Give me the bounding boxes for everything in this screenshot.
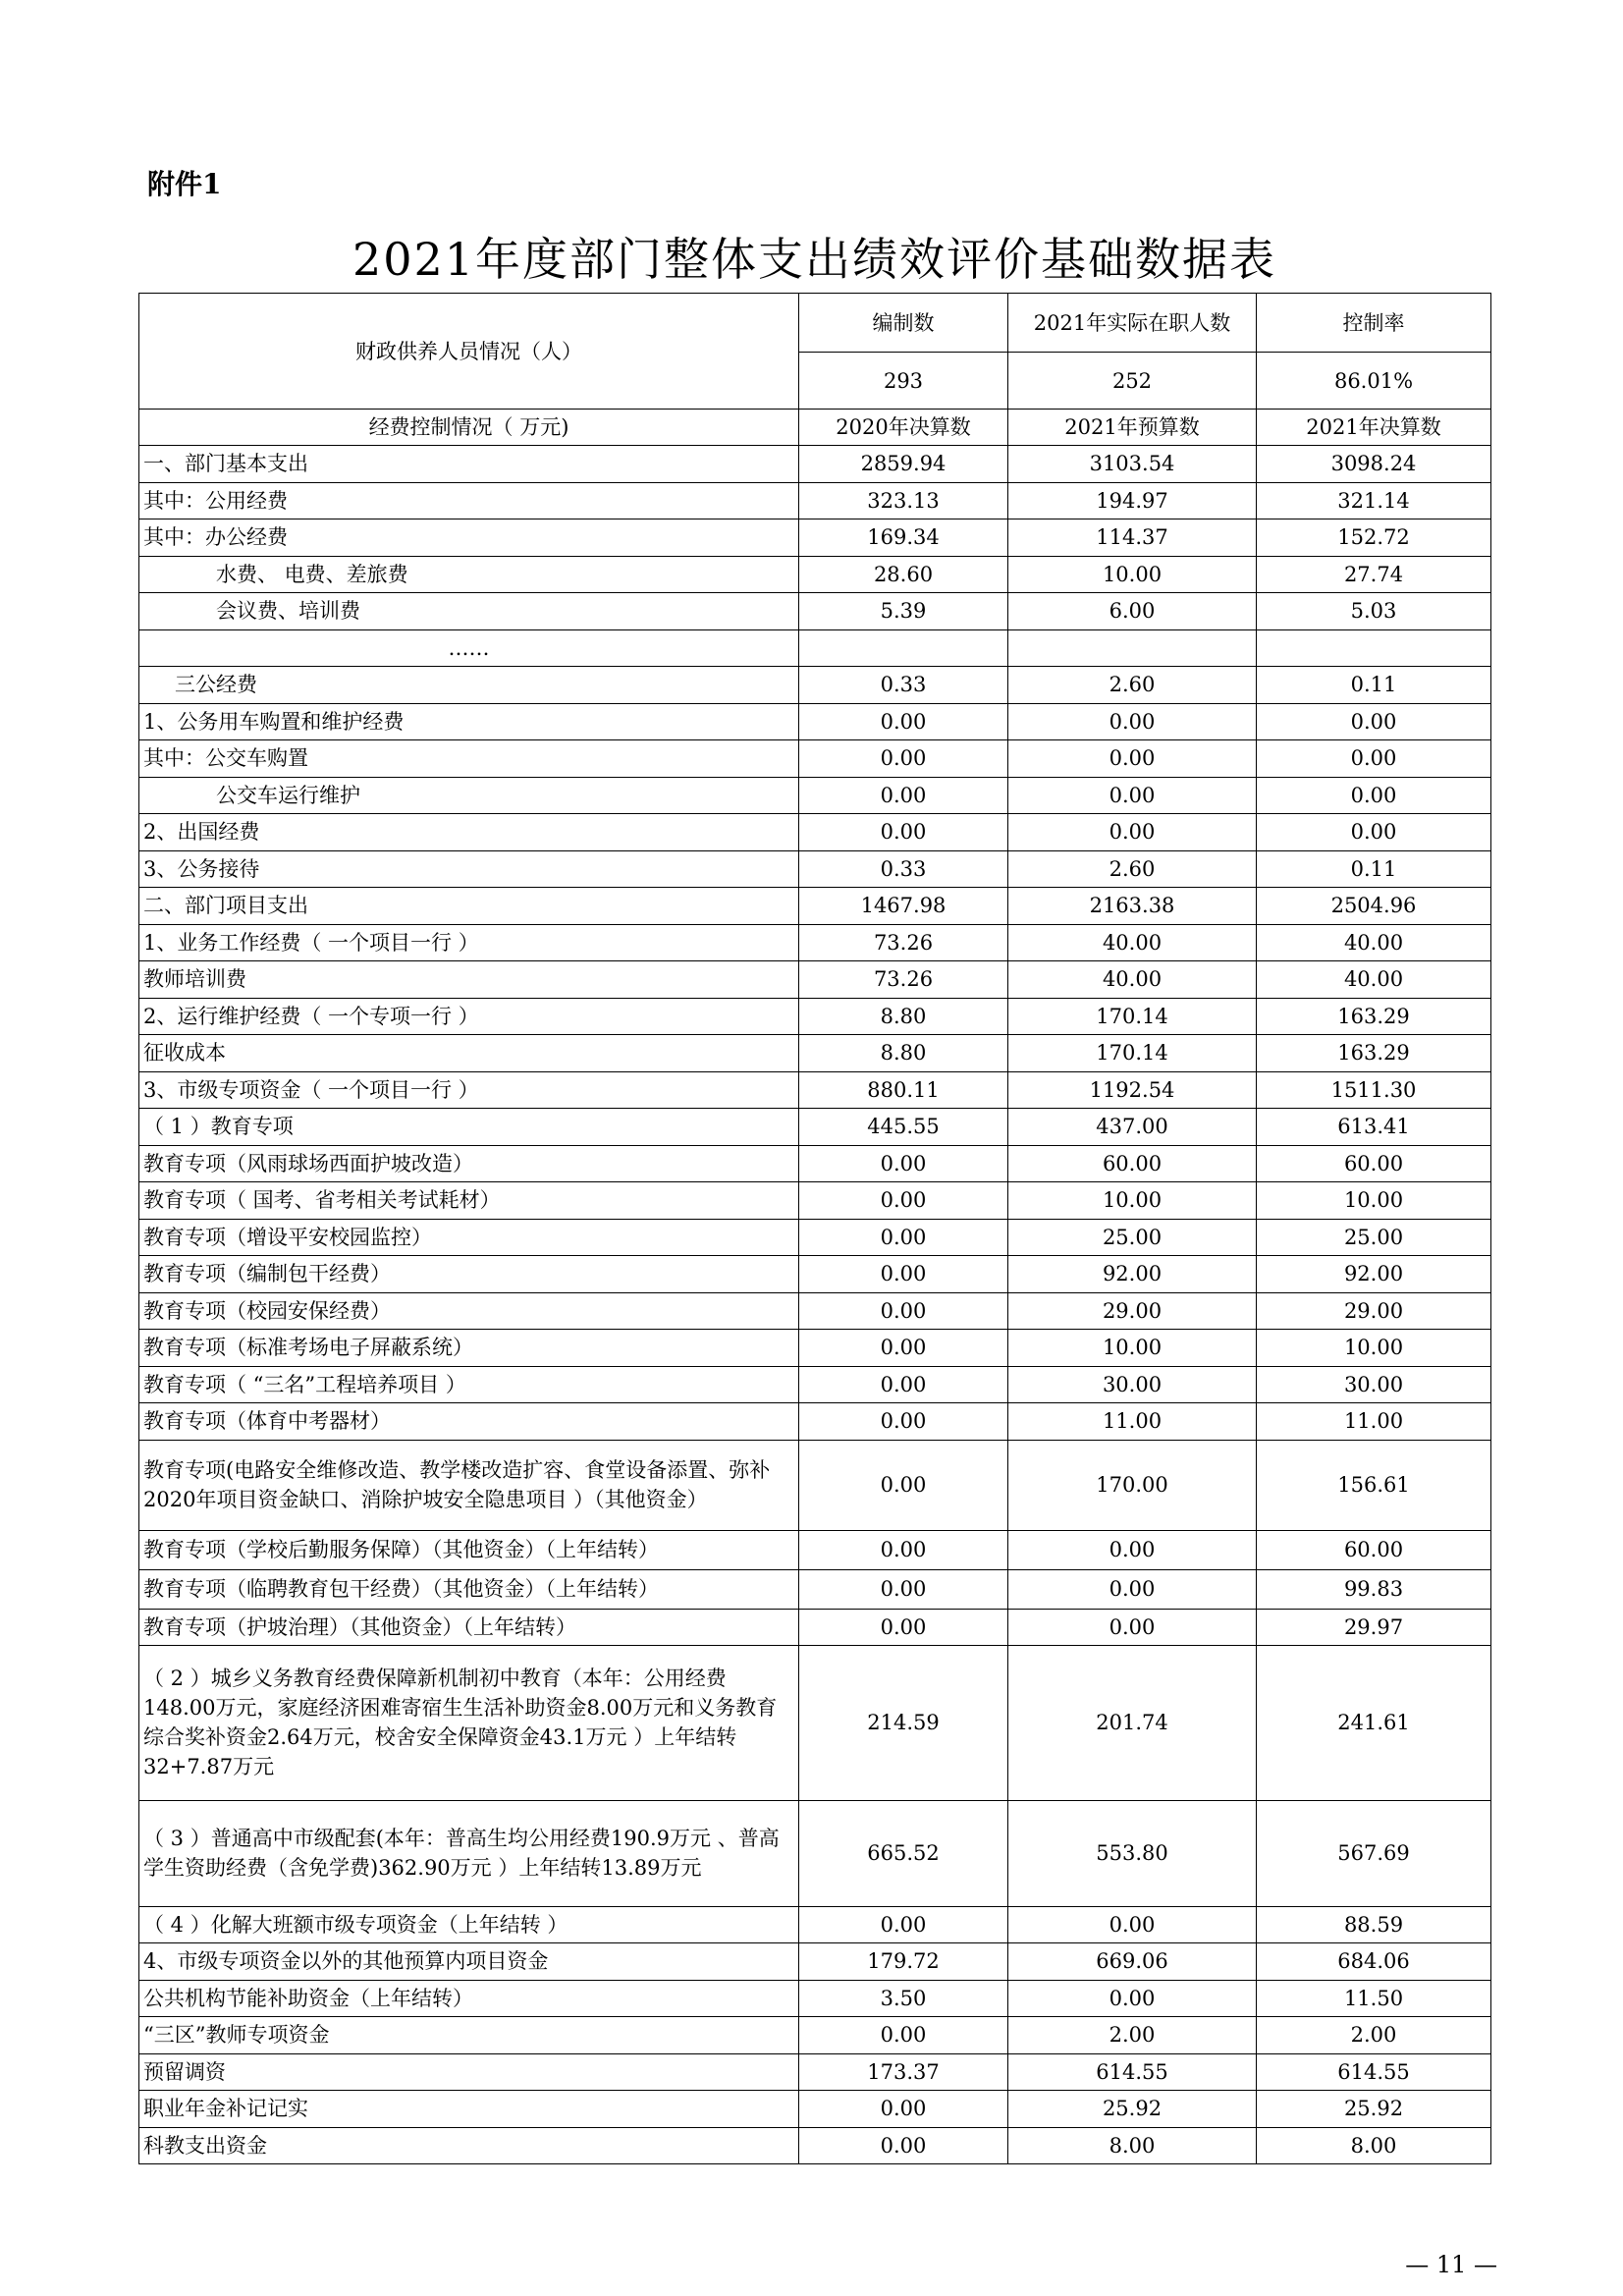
row-value-2: 0.00 — [1008, 1980, 1257, 2017]
row-value-3: 60.00 — [1257, 1530, 1491, 1569]
row-value-1: 0.00 — [799, 814, 1008, 851]
row-value-2: 0.00 — [1008, 1569, 1257, 1609]
row-value-3: 1511.30 — [1257, 1071, 1491, 1109]
row-value-2: 25.00 — [1008, 1219, 1257, 1256]
staff-col-3-header: 控制率 — [1257, 294, 1491, 353]
table-row — [139, 814, 1491, 851]
row-label: 教师培训费 — [139, 961, 799, 999]
row-value-1: 0.00 — [799, 2091, 1008, 2128]
row-value-2: 194.97 — [1008, 482, 1257, 519]
row-value-2: 0.00 — [1008, 777, 1257, 814]
row-label: 一、部门基本支出 — [139, 446, 799, 483]
page-number: — 11 — — [1405, 2251, 1497, 2278]
row-label: 教育专项（校园安保经费） — [139, 1292, 799, 1330]
row-value-1: 5.39 — [799, 593, 1008, 630]
table-row — [139, 998, 1491, 1035]
row-label: 教育专项(电路安全维修改造、教学楼改造扩容、食堂设备添置、弥补2020年项目资金缺口、消除护坡安全隐患项目 ）（其他资金） — [139, 1440, 799, 1530]
row-value-2: 0.00 — [1008, 814, 1257, 851]
table-row — [139, 2091, 1491, 2128]
funds-header-row — [139, 410, 1491, 446]
row-value-2: 170.00 — [1008, 1440, 1257, 1530]
table-row — [139, 2053, 1491, 2091]
staff-value-1: 293 — [799, 353, 1008, 410]
table-row — [139, 888, 1491, 925]
table-row — [139, 703, 1491, 740]
row-value-1: 169.34 — [799, 519, 1008, 557]
staff-label: 财政供养人员情况（人） — [139, 294, 799, 410]
row-value-2: 2163.38 — [1008, 888, 1257, 925]
table-row — [139, 1609, 1491, 1645]
row-value-1: 173.37 — [799, 2053, 1008, 2091]
row-value-1: 0.00 — [799, 1182, 1008, 1220]
row-value-2: 11.00 — [1008, 1403, 1257, 1441]
row-value-1: 0.00 — [799, 740, 1008, 778]
row-value-3: 3098.24 — [1257, 446, 1491, 483]
table-row — [139, 593, 1491, 630]
row-label: 征收成本 — [139, 1035, 799, 1072]
table-row — [139, 1109, 1491, 1146]
row-label: 教育专项（ “三名”工程培养项目 ） — [139, 1366, 799, 1403]
table-row — [139, 777, 1491, 814]
table-row — [139, 1071, 1491, 1109]
row-value-3: 163.29 — [1257, 998, 1491, 1035]
data-table — [138, 293, 1491, 2164]
row-value-3: 5.03 — [1257, 593, 1491, 630]
row-value-3: 0.11 — [1257, 850, 1491, 888]
row-value-1: 0.00 — [799, 1609, 1008, 1645]
row-value-1: 214.59 — [799, 1645, 1008, 1800]
row-value-1: 0.00 — [799, 1403, 1008, 1441]
row-value-1: 880.11 — [799, 1071, 1008, 1109]
row-value-3: 40.00 — [1257, 961, 1491, 999]
table-row — [139, 1256, 1491, 1293]
row-value-1: 0.00 — [799, 1906, 1008, 1943]
row-value-3: 99.83 — [1257, 1569, 1491, 1609]
row-value-3: 11.00 — [1257, 1403, 1491, 1441]
row-value-2: 0.00 — [1008, 740, 1257, 778]
row-value-2 — [1008, 629, 1257, 667]
table-row — [139, 1035, 1491, 1072]
row-value-2: 170.14 — [1008, 998, 1257, 1035]
funds-col-3-header: 2021年决算数 — [1257, 410, 1491, 446]
row-label: 教育专项（ 国考、省考相关考试耗材） — [139, 1182, 799, 1220]
row-value-1: 0.00 — [799, 1145, 1008, 1182]
row-label: 公共机构节能补助资金（上年结转） — [139, 1980, 799, 2017]
row-label: 3、市级专项资金（ 一个项目一行 ） — [139, 1071, 799, 1109]
row-label: 2、运行维护经费（ 一个专项一行 ） — [139, 998, 799, 1035]
row-value-1: 323.13 — [799, 482, 1008, 519]
row-label: 1、业务工作经费（ 一个项目一行 ） — [139, 924, 799, 961]
row-value-1: 0.33 — [799, 850, 1008, 888]
row-value-2: 201.74 — [1008, 1645, 1257, 1800]
row-value-2: 40.00 — [1008, 961, 1257, 999]
row-value-1: 0.00 — [799, 1292, 1008, 1330]
table-row — [139, 1182, 1491, 1220]
row-value-1: 0.00 — [799, 1440, 1008, 1530]
table-row — [139, 2127, 1491, 2164]
row-value-1: 0.00 — [799, 1219, 1008, 1256]
row-value-2: 2.60 — [1008, 850, 1257, 888]
row-label: …… — [139, 629, 799, 667]
staff-value-3: 86.01% — [1257, 353, 1491, 410]
row-value-1: 0.00 — [799, 2127, 1008, 2164]
row-value-3: 0.00 — [1257, 740, 1491, 778]
table-row — [139, 1366, 1491, 1403]
table-row — [139, 1645, 1491, 1800]
table-row — [139, 1980, 1491, 2017]
row-label: 其中：公用经费 — [139, 482, 799, 519]
staff-header-row — [139, 294, 1491, 353]
row-value-1: 0.00 — [799, 777, 1008, 814]
row-value-2: 0.00 — [1008, 1609, 1257, 1645]
row-label: 教育专项（临聘教育包干经费）（其他资金）（上年结转） — [139, 1569, 799, 1609]
row-label: 三公经费 — [139, 667, 799, 704]
row-value-2: 92.00 — [1008, 1256, 1257, 1293]
row-value-3: 152.72 — [1257, 519, 1491, 557]
row-value-2: 25.92 — [1008, 2091, 1257, 2128]
row-value-1: 0.00 — [799, 1530, 1008, 1569]
row-value-2: 0.00 — [1008, 1530, 1257, 1569]
row-value-3: 156.61 — [1257, 1440, 1491, 1530]
row-value-2: 553.80 — [1008, 1800, 1257, 1906]
row-value-2: 114.37 — [1008, 519, 1257, 557]
row-value-2: 2.60 — [1008, 667, 1257, 704]
row-value-2: 8.00 — [1008, 2127, 1257, 2164]
table-row — [139, 1403, 1491, 1441]
table-row — [139, 1330, 1491, 1367]
row-value-1: 0.00 — [799, 703, 1008, 740]
row-value-1: 0.00 — [799, 2017, 1008, 2054]
row-value-2: 2.00 — [1008, 2017, 1257, 2054]
row-value-3: 88.59 — [1257, 1906, 1491, 1943]
row-value-1: 2859.94 — [799, 446, 1008, 483]
row-value-2: 1192.54 — [1008, 1071, 1257, 1109]
table-row — [139, 446, 1491, 483]
row-value-2: 29.00 — [1008, 1292, 1257, 1330]
row-value-3: 321.14 — [1257, 482, 1491, 519]
row-value-2: 3103.54 — [1008, 446, 1257, 483]
row-label: 职业年金补记记实 — [139, 2091, 799, 2128]
row-value-2: 437.00 — [1008, 1109, 1257, 1146]
row-label: 1、公务用车购置和维护经费 — [139, 703, 799, 740]
row-value-3: 8.00 — [1257, 2127, 1491, 2164]
row-label: （ 4 ）化解大班额市级专项资金（上年结转 ） — [139, 1906, 799, 1943]
table-row — [139, 556, 1491, 593]
row-value-1: 0.00 — [799, 1256, 1008, 1293]
row-value-3: 0.11 — [1257, 667, 1491, 704]
row-value-2: 10.00 — [1008, 1182, 1257, 1220]
table-row — [139, 1530, 1491, 1569]
row-value-2: 170.14 — [1008, 1035, 1257, 1072]
row-value-3: 241.61 — [1257, 1645, 1491, 1800]
row-value-1: 179.72 — [799, 1943, 1008, 1981]
row-value-3: 29.00 — [1257, 1292, 1491, 1330]
row-value-3: 567.69 — [1257, 1800, 1491, 1906]
funds-col-2-header: 2021年预算数 — [1008, 410, 1257, 446]
table-row — [139, 1569, 1491, 1609]
attachment-label: 附件1 — [147, 168, 222, 200]
row-value-1 — [799, 629, 1008, 667]
row-value-3: 29.97 — [1257, 1609, 1491, 1645]
row-value-3: 40.00 — [1257, 924, 1491, 961]
row-value-3: 25.92 — [1257, 2091, 1491, 2128]
row-value-2: 10.00 — [1008, 1330, 1257, 1367]
row-label: 教育专项（护坡治理）（其他资金）（上年结转） — [139, 1609, 799, 1645]
table-row — [139, 519, 1491, 557]
row-label: 其中：公交车购置 — [139, 740, 799, 778]
row-label: 教育专项（学校后勤服务保障）（其他资金）（上年结转） — [139, 1530, 799, 1569]
table-row — [139, 1292, 1491, 1330]
row-label: 其中：办公经费 — [139, 519, 799, 557]
row-value-3: 2.00 — [1257, 2017, 1491, 2054]
table-row — [139, 924, 1491, 961]
row-value-1: 8.80 — [799, 1035, 1008, 1072]
table-row — [139, 1440, 1491, 1530]
row-value-3: 25.00 — [1257, 1219, 1491, 1256]
row-value-2: 614.55 — [1008, 2053, 1257, 2091]
row-value-1: 665.52 — [799, 1800, 1008, 1906]
row-label: （ 2 ）城乡义务教育经费保障新机制初中教育（本年：公用经费148.00万元，家庭经济困难寄宿生生活补助资金8.00万元和义务教育综合奖补资金2.64万元，校舍安全保障资金43.1万元 ）上年结转32+7.87万元 — [139, 1645, 799, 1800]
row-value-2: 6.00 — [1008, 593, 1257, 630]
row-value-3: 613.41 — [1257, 1109, 1491, 1146]
row-value-2: 40.00 — [1008, 924, 1257, 961]
row-label: 教育专项（标准考场电子屏蔽系统） — [139, 1330, 799, 1367]
row-value-1: 1467.98 — [799, 888, 1008, 925]
row-value-1: 0.00 — [799, 1569, 1008, 1609]
row-label: 教育专项（编制包干经费） — [139, 1256, 799, 1293]
row-label: （ 3 ）普通高中市级配套(本年：普高生均公用经费190.9万元 、普高学生资助经费（含免学费)362.90万元 ）上年结转13.89万元 — [139, 1800, 799, 1906]
row-label: 教育专项（风雨球场西面护坡改造） — [139, 1145, 799, 1182]
row-value-1: 445.55 — [799, 1109, 1008, 1146]
row-value-1: 73.26 — [799, 924, 1008, 961]
row-value-3: 11.50 — [1257, 1980, 1491, 2017]
table-row — [139, 1800, 1491, 1906]
row-value-3: 10.00 — [1257, 1330, 1491, 1367]
row-value-2: 0.00 — [1008, 703, 1257, 740]
row-label: 公交车运行维护 — [139, 777, 799, 814]
table-row — [139, 740, 1491, 778]
row-value-1: 73.26 — [799, 961, 1008, 999]
row-value-3: 2504.96 — [1257, 888, 1491, 925]
table-row — [139, 961, 1491, 999]
row-label: 2、出国经费 — [139, 814, 799, 851]
row-value-1: 0.00 — [799, 1366, 1008, 1403]
row-value-1: 3.50 — [799, 1980, 1008, 2017]
row-label: “三区”教师专项资金 — [139, 2017, 799, 2054]
row-label: 预留调资 — [139, 2053, 799, 2091]
row-label: 会议费、培训费 — [139, 593, 799, 630]
row-label: 水费、 电费、差旅费 — [139, 556, 799, 593]
funds-label: 经费控制情况（ 万元) — [139, 410, 799, 446]
table-row — [139, 1145, 1491, 1182]
table-row — [139, 667, 1491, 704]
row-value-2: 0.00 — [1008, 1906, 1257, 1943]
row-value-1: 0.33 — [799, 667, 1008, 704]
row-label: （ 1 ）教育专项 — [139, 1109, 799, 1146]
table-row — [139, 1219, 1491, 1256]
row-value-2: 10.00 — [1008, 556, 1257, 593]
row-value-1: 0.00 — [799, 1330, 1008, 1367]
row-value-3: 10.00 — [1257, 1182, 1491, 1220]
staff-col-2-header: 2021年实际在职人数 — [1008, 294, 1257, 353]
funds-col-1-header: 2020年决算数 — [799, 410, 1008, 446]
table-row — [139, 482, 1491, 519]
row-value-2: 30.00 — [1008, 1366, 1257, 1403]
row-value-3: 27.74 — [1257, 556, 1491, 593]
row-value-3: 92.00 — [1257, 1256, 1491, 1293]
page-title: 2021年度部门整体支出绩效评价基础数据表 — [352, 233, 1277, 286]
row-value-1: 8.80 — [799, 998, 1008, 1035]
row-value-3: 0.00 — [1257, 777, 1491, 814]
row-label: 教育专项（增设平安校园监控） — [139, 1219, 799, 1256]
table-row — [139, 850, 1491, 888]
table-row — [139, 2017, 1491, 2054]
row-value-3: 30.00 — [1257, 1366, 1491, 1403]
row-label: 4、市级专项资金以外的其他预算内项目资金 — [139, 1943, 799, 1981]
table-row — [139, 1943, 1491, 1981]
row-value-3: 0.00 — [1257, 703, 1491, 740]
row-label: 3、公务接待 — [139, 850, 799, 888]
staff-value-2: 252 — [1008, 353, 1257, 410]
row-value-3: 0.00 — [1257, 814, 1491, 851]
row-value-3: 60.00 — [1257, 1145, 1491, 1182]
row-label: 科教支出资金 — [139, 2127, 799, 2164]
row-value-3 — [1257, 629, 1491, 667]
row-value-3: 163.29 — [1257, 1035, 1491, 1072]
staff-col-1-header: 编制数 — [799, 294, 1008, 353]
row-label: 二、部门项目支出 — [139, 888, 799, 925]
table-row — [139, 1906, 1491, 1943]
table-row — [139, 629, 1491, 667]
row-value-3: 684.06 — [1257, 1943, 1491, 1981]
row-label: 教育专项（体育中考器材） — [139, 1403, 799, 1441]
row-value-3: 614.55 — [1257, 2053, 1491, 2091]
row-value-1: 28.60 — [799, 556, 1008, 593]
row-value-2: 669.06 — [1008, 1943, 1257, 1981]
row-value-2: 60.00 — [1008, 1145, 1257, 1182]
